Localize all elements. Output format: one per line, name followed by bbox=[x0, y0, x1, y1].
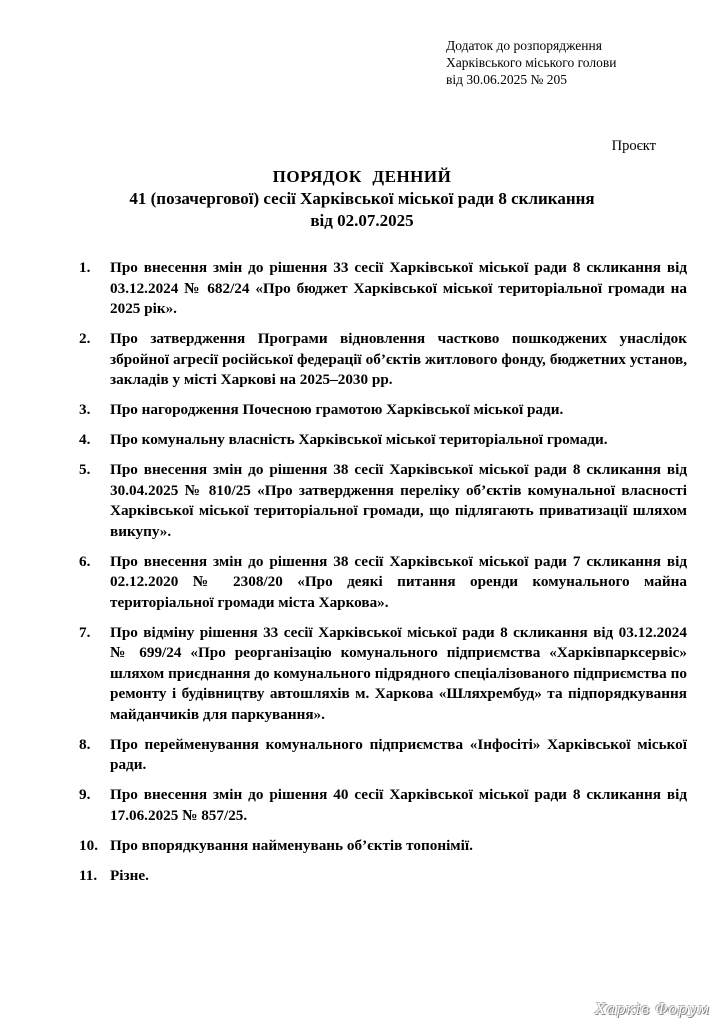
agenda-item bbox=[79, 400, 687, 421]
agenda-item-number: 9. bbox=[79, 786, 91, 803]
session-subtitle: 41 (позачергової) сесії Харківської міської ради 8 скликання bbox=[129, 189, 595, 208]
agenda-item bbox=[79, 460, 687, 542]
agenda-item-text: Про комунальну власність Харківської міської територіальної громади. bbox=[110, 431, 608, 448]
agenda-item-text: Різне. bbox=[110, 866, 149, 884]
agenda-item-number: 7. bbox=[79, 623, 91, 641]
agenda-item bbox=[79, 836, 687, 857]
agenda-item bbox=[79, 329, 687, 391]
agenda-item bbox=[79, 735, 687, 776]
agenda-item-number: 4. bbox=[79, 431, 91, 448]
forum-watermark: Харків Форум bbox=[595, 1000, 710, 1018]
agenda-item bbox=[79, 258, 687, 320]
agenda-item-number: 3. bbox=[79, 401, 91, 418]
agenda-item-number: 8. bbox=[79, 735, 91, 753]
agenda-item bbox=[79, 785, 687, 826]
document-heading bbox=[0, 166, 724, 232]
agenda-item-text: Про нагородження Почесною грамотою Харківської міської ради. bbox=[110, 401, 564, 418]
agenda-item-text: Про перейменування комунального підприємства «Інфосіті» Харківської міської ради. bbox=[110, 735, 687, 773]
agenda-item-number: 11. bbox=[79, 866, 98, 884]
agenda-item-text: Про внесення змін до рішення 38 сесії Харківської міської ради 8 скликання від 30.04.2025 № 810/25 «Про затвердження переліку об’єктів комунальної власності Харківської міської територіальної громади, що підлягають приватизації шляхом викупу». bbox=[110, 461, 687, 540]
agenda-item bbox=[79, 552, 687, 614]
addendum-line: від 30.06.2025 № 205 bbox=[446, 72, 567, 87]
agenda-item-text: Про впорядкування найменувань об’єктів топонімії. bbox=[110, 836, 473, 854]
agenda-item bbox=[79, 623, 687, 726]
agenda-item-text: Про внесення змін до рішення 33 сесії Харківської міської ради 8 скликання від 03.12.2024 № 682/24 «Про бюджет Харківської міської територіальної громади на 2025 рік». bbox=[110, 259, 687, 317]
agenda-item-number: 10. bbox=[79, 836, 98, 854]
project-label: Проєкт bbox=[611, 138, 656, 154]
session-date: від 02.07.2025 bbox=[310, 211, 414, 230]
addendum-note bbox=[446, 37, 616, 88]
agenda-item-number: 2. bbox=[79, 330, 91, 347]
agenda-item-text: Про внесення змін до рішення 40 сесії Харківської міської ради 8 скликання від 17.06.2025 № 857/25. bbox=[110, 786, 687, 824]
agenda-item bbox=[79, 866, 687, 887]
addendum-line: Додаток до розпорядження bbox=[446, 38, 602, 53]
document-title: ПОРЯДОК ДЕННИЙ bbox=[272, 167, 452, 186]
agenda-item bbox=[79, 430, 687, 451]
agenda-item-number: 6. bbox=[79, 552, 91, 570]
addendum-line: Харківського міського голови bbox=[446, 55, 617, 70]
agenda-item-text: Про затвердження Програми відновлення частково пошкоджених унаслідок збройної агресії російської федерації об’єктів житлового фонду, бюджетних установ, закладів у місті Харкові на 2025–2030 рр. bbox=[110, 330, 687, 388]
agenda-list bbox=[79, 258, 687, 896]
agenda-item-number: 5. bbox=[79, 461, 91, 478]
agenda-item-text: Про відміну рішення 33 сесії Харківської міської ради 8 скликання від 03.12.2024 № 699/24 «Про реорганізацію комунального підприємства «Харківпарксервіс» шляхом приєднання до комунального підрядного спеціалізованого підприємства по ремонту і будівництву автошляхів м. Харкова «Шляхрембуд» та підпорядкування майданчиків для паркування». bbox=[110, 623, 687, 723]
agenda-item-number: 1. bbox=[79, 259, 91, 276]
agenda-item-text: Про внесення змін до рішення 38 сесії Харківської міської ради 7 скликання від 02.12.2020 № 2308/20 «Про деякі питання оренди комунального майна територіальної громади міста Харкова». bbox=[110, 552, 687, 611]
